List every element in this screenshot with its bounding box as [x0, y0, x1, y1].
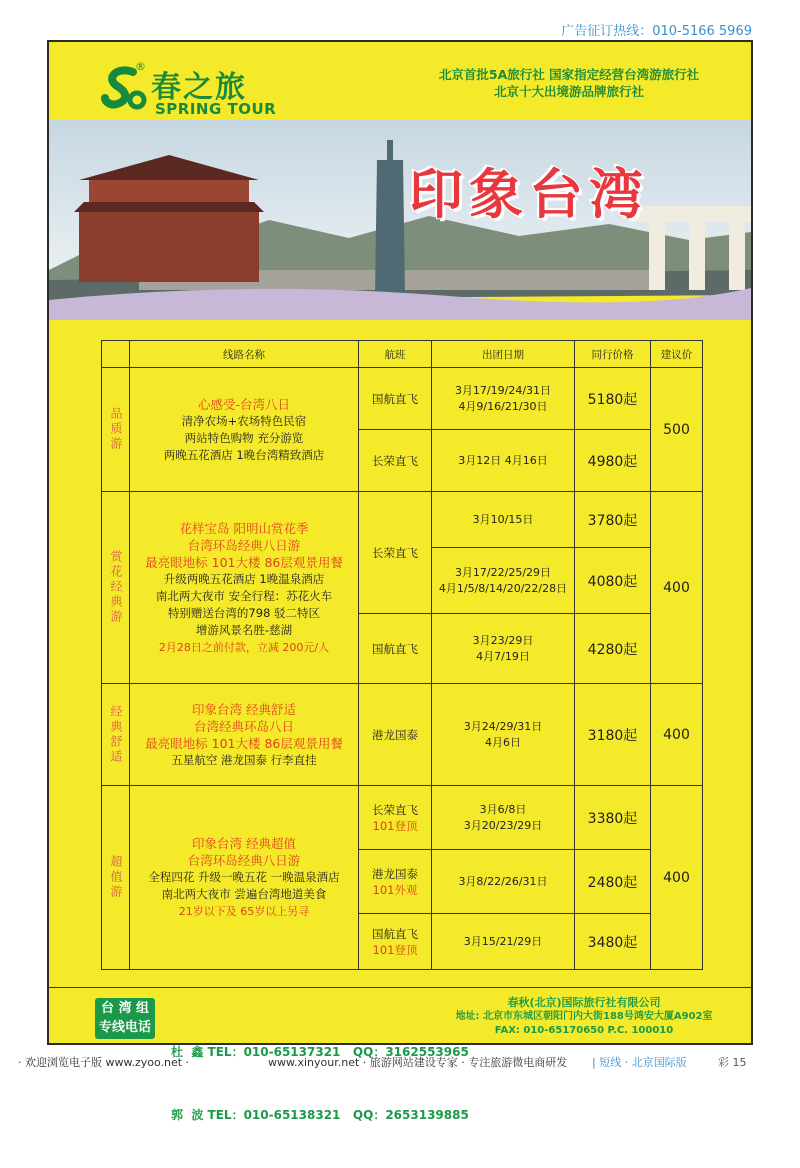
category-label: 品质游 — [102, 368, 130, 492]
trade-price: 2480起 — [575, 850, 651, 914]
table-row — [102, 492, 703, 548]
routes-table — [101, 340, 703, 970]
registered-mark: ® — [135, 60, 146, 73]
category-label: 超值游 — [102, 786, 130, 970]
trade-price: 3380起 — [575, 786, 651, 850]
header-flight: 航班 — [359, 341, 432, 368]
trade-price: 3180起 — [575, 684, 651, 786]
contact-phones — [171, 1000, 469, 1168]
company-name: 春秋(北京)国际旅行社有限公司 — [507, 996, 661, 1009]
tagline — [409, 66, 729, 100]
ad-hotline: 广告征订热线：010-5166 5969 — [561, 24, 752, 39]
suggested-price: 500 — [651, 368, 703, 492]
contact-line-2: 郭 波 TEL：010-65138321 QQ：2653139885 — [171, 1108, 469, 1122]
table-row — [102, 368, 703, 430]
departure-dates: 3月8/22/26/31日 — [432, 850, 575, 914]
departure-dates: 3月12日 4月16日 — [432, 430, 575, 492]
logo — [99, 62, 289, 122]
route-description: 印象台湾 经典超值 台湾环岛经典八日游 全程四花 升级一晚五花 一晚温泉酒店 南北两大夜市 尝遍台湾地道美食 21岁以下及 65岁以上另寻 — [130, 786, 359, 970]
taipei-101-tower — [375, 140, 405, 295]
table-header — [102, 341, 703, 368]
suggested-price: 400 — [651, 684, 703, 786]
trade-price: 4080起 — [575, 548, 651, 614]
route-description: 花样宝岛 阳明山赏花季 台湾环岛经典八日游 最亮眼地标 101大楼 86层观景用餐 升级两晚五花酒店 1晚温泉酒店 南北两大夜市 安全行程：苏花火车 特别赠送台湾的798 驳二特区 增游风景名胜-慈湖 2月28日之前付款，立减 200元/人 — [130, 492, 359, 684]
departure-dates: 3月15/21/29日 — [432, 914, 575, 970]
departure-dates: 3月17/19/24/31日 4月9/16/21/30日 — [432, 368, 575, 430]
category-label: 赏花经典游 — [102, 492, 130, 684]
flight: 国航直飞 — [359, 368, 432, 430]
flight: 长荣直飞 101登顶 — [359, 786, 432, 850]
flight: 港龙国泰 — [359, 684, 432, 786]
company-info — [439, 996, 729, 1038]
section-label: | 短线 · 北京国际版 — [592, 1056, 687, 1069]
table-row — [102, 684, 703, 786]
route-description: 印象台湾 经典舒适 台湾经典环岛八日 最亮眼地标 101大楼 86层观景用餐 五星航空 港龙国泰 行李直挂 — [130, 684, 359, 786]
taiwan-hotline-badge: 台 湾 组 专线电话 — [95, 998, 155, 1039]
flight: 国航直飞 101登顶 — [359, 914, 432, 970]
header-price: 同行价格 — [575, 341, 651, 368]
trade-price: 5180起 — [575, 368, 651, 430]
tagline-line-1: 北京首批5A旅行社 国家指定经营台湾游旅行社 — [438, 67, 700, 82]
suggested-price: 400 — [651, 492, 703, 684]
trade-price: 3480起 — [575, 914, 651, 970]
zyoo-link[interactable]: · 欢迎浏览电子版 www.zyoo.net · — [18, 1056, 190, 1069]
memorial-gate — [634, 206, 751, 290]
trade-price: 3780起 — [575, 492, 651, 548]
company-address: 地址: 北京市东城区朝阳门内大街188号鸿安大厦A902室 — [455, 1011, 713, 1022]
departure-dates: 3月23/29日 4月7/19日 — [432, 614, 575, 684]
header-route: 线路名称 — [130, 341, 359, 368]
header-dates: 出团日期 — [432, 341, 575, 368]
route-description: 心感受-台湾八日 清净农场+农场特色民宿 两站特色购物 充分游览 两晚五花酒店 1晚台湾精致酒店 — [130, 368, 359, 492]
tagline-line-2: 北京十大出境游品牌旅行社 — [493, 84, 644, 99]
flight: 港龙国泰 101外观 — [359, 850, 432, 914]
contact-line-1: 杜 鑫 TEL：010-65137321 QQ：3162553965 — [171, 1045, 469, 1059]
flight: 长荣直飞 — [359, 430, 432, 492]
header-suggested: 建议价 — [651, 341, 703, 368]
category-label: 经典舒适 — [102, 684, 130, 786]
departure-dates: 3月24/29/31日 4月6日 — [432, 684, 575, 786]
xinyour-link[interactable]: www.xinyour.net · 旅游网站建设专家 · 专注旅游微电商研发 — [268, 1056, 568, 1069]
departure-dates: 3月10/15日 — [432, 492, 575, 548]
page-number: 彩 15 — [718, 1056, 747, 1069]
departure-dates: 3月6/8日 3月20/23/29日 — [432, 786, 575, 850]
palace-building — [74, 155, 264, 282]
suggested-price: 400 — [651, 786, 703, 970]
company-fax: FAX: 010-65170650 P.C. 100010 — [494, 1025, 674, 1036]
trade-price: 4280起 — [575, 614, 651, 684]
trade-price: 4980起 — [575, 430, 651, 492]
flight: 长荣直飞 — [359, 492, 432, 614]
banner-title: 印象台湾 — [409, 163, 649, 226]
table-row — [102, 786, 703, 850]
logo-english: SPRING TOUR — [155, 100, 277, 118]
flight: 国航直飞 — [359, 614, 432, 684]
logo-chinese: 春之旅 — [151, 70, 247, 105]
departure-dates: 3月17/22/25/29日 4月1/5/8/14/20/22/28日 — [432, 548, 575, 614]
